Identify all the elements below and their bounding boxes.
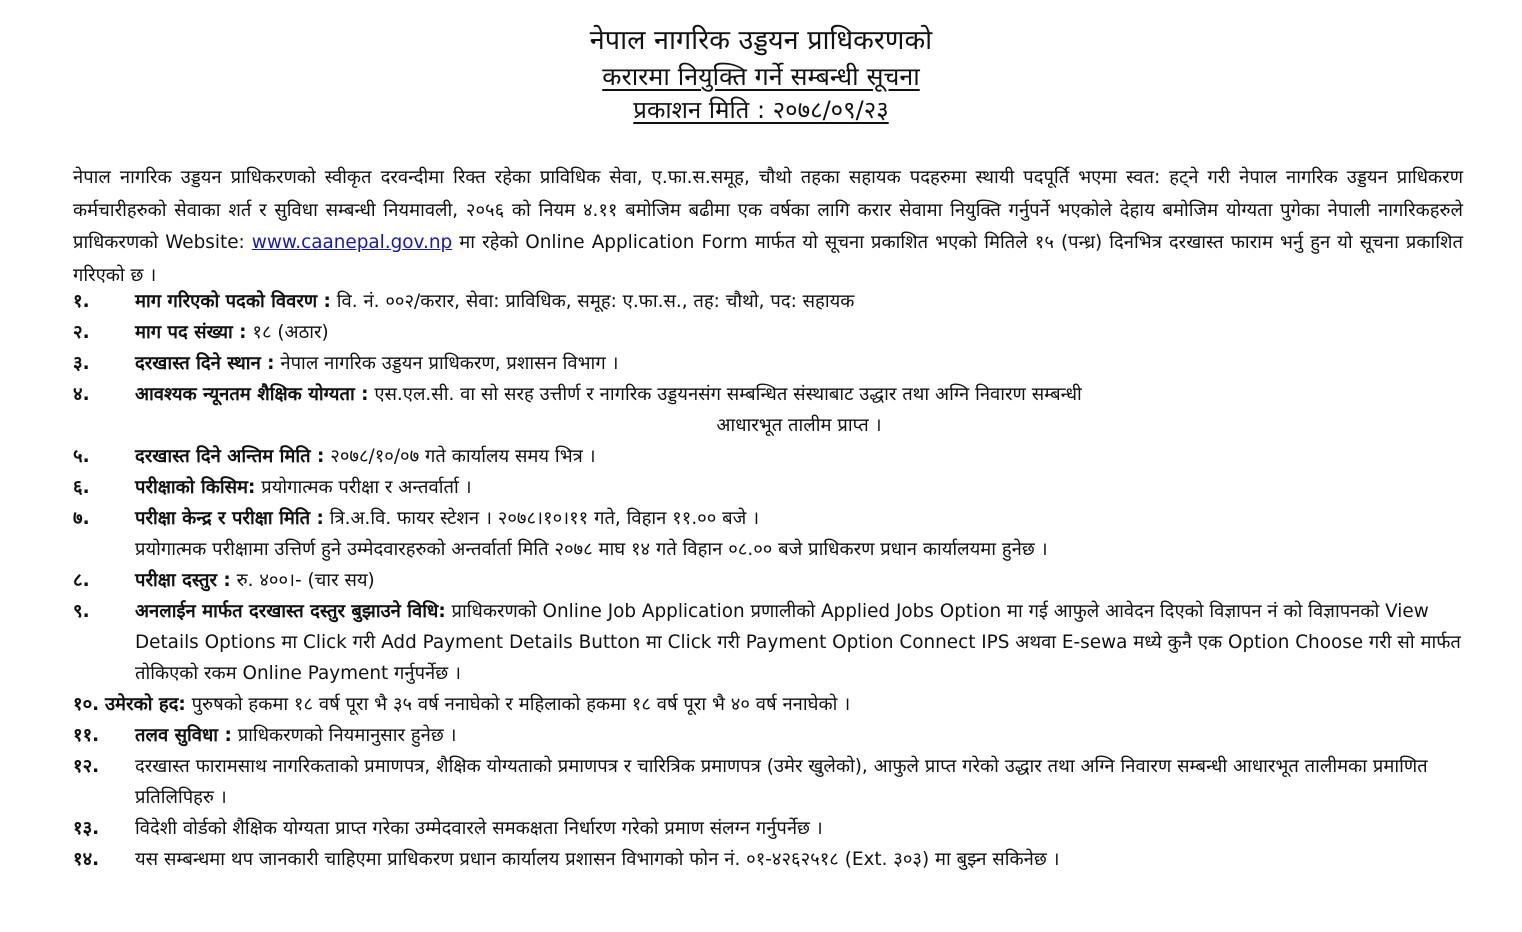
list-item-7 bbox=[73, 503, 1463, 565]
item-number: १३. bbox=[73, 818, 100, 839]
intro-paragraph bbox=[73, 162, 1463, 292]
item-text-continued: प्रयोगात्मक परीक्षामा उत्तिर्ण हुने उम्मेदवारहरुको अन्तर्वार्ता मिति २०७८ माघ १४ गते विहान ०८.०० बजे प्राधिकरण प्रधान कार्यालयमा हुनेछ । bbox=[135, 539, 1048, 560]
item-text: २०७८/१०/०७ गते कार्यालय समय भित्र । bbox=[330, 446, 596, 467]
item-label: परीक्षा केन्द्र र परीक्षा मिति : bbox=[135, 508, 324, 529]
item-number: ३. bbox=[73, 353, 90, 374]
item-text-continued: आधारभूत तालीम प्राप्त । bbox=[716, 415, 882, 436]
item-label: दरखास्त दिने अन्तिम मिति : bbox=[135, 446, 325, 467]
item-text: यस सम्बन्धमा थप जानकारी चाहिएमा प्राधिकरण प्रधान कार्यालय प्रशासन विभागको फोन नं. ०१-४२६२५१८ (Ext. ३०३) मा बुझ्न सकिनेछ । bbox=[135, 849, 1060, 870]
item-text: प्राधिकरणको नियमानुसार हुनेछ । bbox=[237, 725, 457, 746]
item-number: ७. bbox=[73, 508, 90, 529]
item-text: पुरुषको हकमा १८ वर्ष पूरा भै ३५ वर्ष ननाघेको र महिलाको हकमा १८ वर्ष पूरा भै ४० वर्ष ननाघेको । bbox=[191, 694, 851, 715]
list-item-13 bbox=[73, 813, 1463, 844]
item-label: माग पद संख्या : bbox=[135, 322, 247, 343]
item-number: १४. bbox=[73, 849, 100, 870]
item-label: परीक्षाको किसिम: bbox=[135, 477, 256, 498]
list-item-6 bbox=[73, 472, 1463, 503]
item-number: ५. bbox=[73, 446, 90, 467]
list-item-5 bbox=[73, 441, 1463, 472]
publication-date: प्रकाशन मिति : २०७८/०९/२३ bbox=[633, 96, 889, 124]
item-label: माग गरिएको पदको विवरण : bbox=[135, 291, 331, 312]
list-item-14 bbox=[73, 844, 1463, 875]
notice-header bbox=[0, 22, 1522, 127]
item-number: १२. bbox=[73, 756, 100, 777]
list-item-3 bbox=[73, 348, 1463, 379]
intro-text-1: नेपाल नागरिक उड्डयन प्राधिकरणको स्वीकृत दरवन्दीमा रिक्त रहेका प्राविधिक सेवा, ए.फा.स.समूह, चौथो तहका सहायक पदहरुमा स्थायी पदपूर्ति भएमा स्वत: हट्ने गरी नेपाल नागरिक उड्डयन प्राधिकरण कर्मचारीहरुको सेवाका शर्त र सुविधा सम्बन्धी नियमावली, २०५६ को नियम ४.११ बमोजिम बढीमा एक वर्षका लागि करार सेवामा नियुक्ति गर्नुपर्ने भएकोले देहाय बमोजिम योग्यता पुगेका नेपाली नागरिकहरुले प्राधिकरणको Website: bbox=[73, 167, 1463, 253]
item-label: दरखास्त दिने स्थान : bbox=[135, 353, 275, 374]
item-text: दरखास्त फारामसाथ नागरिकताको प्रमाणपत्र, शैक्षिक योग्यताको प्रमाणपत्र र चारित्रिक प्रमाणपत्र (उमेर खुलेको), आफुले प्राप्त गरेको उद्धार तथा अग्नि निवारण सम्बन्धी आधारभूत तालीमका प्रमाणित प्रतिलिपिहरु । bbox=[135, 756, 1428, 808]
item-label: उमेरको हद: bbox=[104, 694, 186, 715]
item-text: प्रयोगात्मक परीक्षा र अन्तर्वार्ता । bbox=[261, 477, 472, 498]
list-item-10 bbox=[73, 689, 1463, 720]
item-label: अनलाईन मार्फत दरखास्त दस्तुर बुझाउने विधि: bbox=[135, 601, 446, 622]
item-text: एस.एल.सी. वा सो सरह उत्तीर्ण र नागरिक उड्डयनसंग सम्बन्धित संस्थाबाट उद्धार तथा अग्नि निवारण सम्बन्धी bbox=[374, 384, 1082, 405]
item-text: प्राधिकरणको Online Job Application प्रणालीको Applied Jobs Option मा गई आफुले आवेदन दिएको विज्ञापन नं को विज्ञापनको View Details Options मा Click गरी Add Payment Details Button मा Click गरी Payment Option Connect IPS अथवा E-sewa मध्ये कुनै एक Option Choose गरी सो मार्फत तोकिएको रकम Online Payment गर्नुपर्नेछ । bbox=[135, 601, 1461, 684]
item-number: १. bbox=[73, 291, 90, 312]
list-item-11 bbox=[73, 720, 1463, 751]
item-number: ११. bbox=[73, 725, 100, 746]
item-number: ८. bbox=[73, 570, 90, 591]
notice-subject: करारमा नियुक्ति गर्ने सम्बन्धी सूचना bbox=[602, 62, 920, 91]
item-number: ६. bbox=[73, 477, 90, 498]
list-item-12 bbox=[73, 751, 1463, 813]
item-number: ४. bbox=[73, 384, 90, 405]
list-item-8 bbox=[73, 565, 1463, 596]
item-text: १८ (अठार) bbox=[252, 322, 329, 343]
item-text: विदेशी वोर्डको शैक्षिक योग्यता प्राप्त गरेका उम्मेदवारले समकक्षता निर्धारण गरेको प्रमाण संलग्न गर्नुपर्नेछ । bbox=[135, 818, 823, 839]
organization-title: नेपाल नागरिक उड्डयन प्राधिकरणको bbox=[589, 25, 933, 56]
list-item-9 bbox=[73, 596, 1463, 689]
item-number: ९. bbox=[73, 601, 90, 622]
item-text: त्रि.अ.वि. फायर स्टेशन । २०७८।१०।११ गते, विहान ११.०० बजे । bbox=[329, 508, 760, 529]
website-link[interactable]: www.caanepal.gov.np bbox=[251, 232, 453, 253]
item-label: परीक्षा दस्तुर : bbox=[135, 570, 231, 591]
intro-text-2: मा रहेको Online Application Form मार्फत यो सूचना प्रकाशित भएको मितिले १५ (पन्ध्र) दिनभित्र दरखास्त फाराम भर्नु हुन यो सूचना प्रकाशित गरिएको छ । bbox=[73, 232, 1463, 286]
notice-items bbox=[73, 286, 1463, 875]
list-item-4 bbox=[73, 379, 1463, 441]
item-label: तलव सुविधा : bbox=[135, 725, 232, 746]
list-item-2 bbox=[73, 317, 1463, 348]
item-text: रु. ४००।- (चार सय) bbox=[236, 570, 375, 591]
item-number: २. bbox=[73, 322, 90, 343]
item-text: वि. नं. ००२/करार, सेवा: प्राविधिक, समूह: ए.फा.स., तह: चौथो, पद: सहायक bbox=[336, 291, 855, 312]
item-label: आवश्यक न्यूनतम शैक्षिक योग्यता : bbox=[135, 384, 369, 405]
list-item-1 bbox=[73, 286, 1463, 317]
item-number: १०. bbox=[73, 694, 100, 715]
item-text: नेपाल नागरिक उड्डयन प्राधिकरण, प्रशासन विभाग । bbox=[280, 353, 619, 374]
